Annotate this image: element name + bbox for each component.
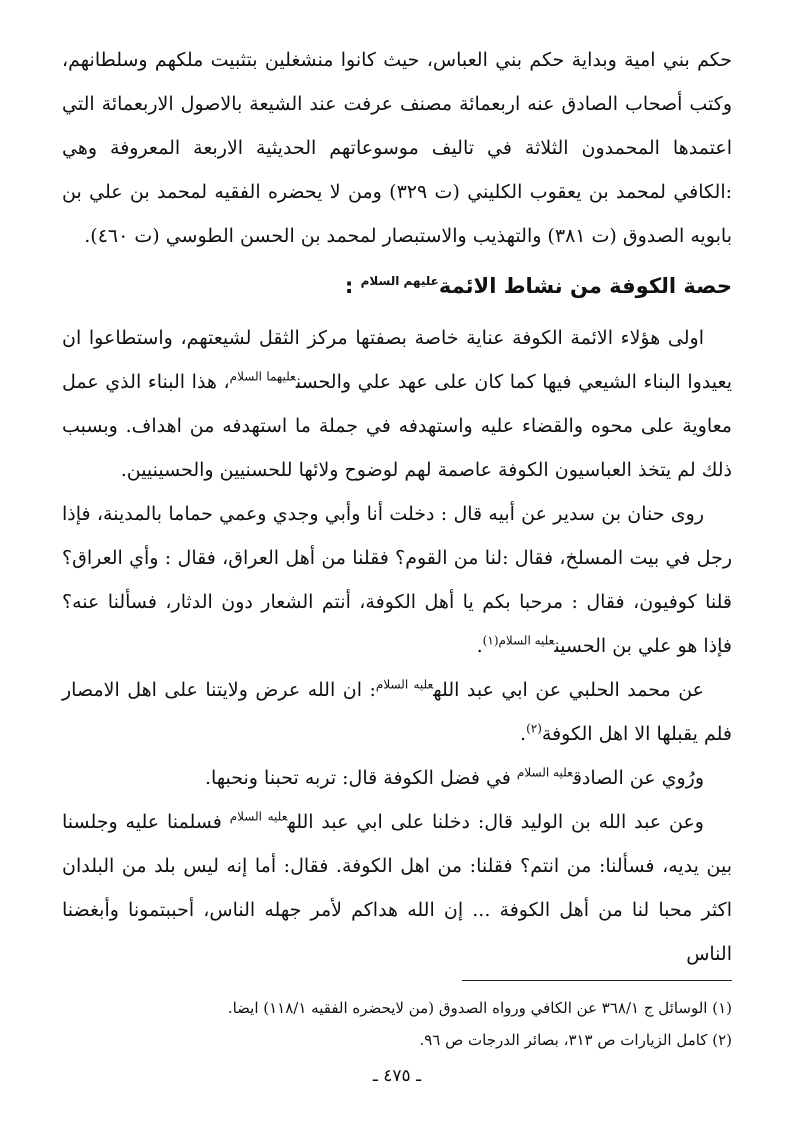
footnote-2: (٢) كامل الزيارات ص ٣١٣، بصائر الدرجات ص ٩٦. [419, 1031, 732, 1049]
page-number: ـ ٤٧٥ ـ [372, 1066, 422, 1086]
page-body [62, 38, 732, 1088]
honorific-glyph: عليه السلام [229, 809, 288, 824]
footnote-divider [462, 980, 732, 981]
paragraph-5-part-a: ورُوي عن الصادق [572, 767, 704, 789]
paragraph-4-part-b: : ان الله عرض ولايتنا على اهل الامصار فلم يقبلها الا اهل الكوفة [62, 679, 732, 745]
paragraph-2-part-a: اولى هؤلاء الائمة الكوفة عناية خاصة بصفتها مركز الثقل لشيعتهم، واستطاعوا ان يعيدوا البناء الشيعي فيها كما كان على عهد علي والحسن [62, 327, 732, 393]
paragraph-4-end: . [520, 723, 527, 745]
paragraph-6-part-b: فسلمنا عليه وجلسنا بين يديه، فسألنا: من انتم؟ فقلنا: من اهل الكوفة. فقال: أما إنه ليس بلد من البلدان اكثر محبا لنا من أهل الكوفة ... إن الله هداكم لأمر جهله الناس، أحببتمونا وأبغضنا الناس [62, 811, 732, 965]
honorific-glyph: عليه السلام [498, 633, 555, 648]
section-heading [62, 264, 732, 308]
honorific-glyph: عليه السلام [375, 677, 434, 692]
honorific-glyph: عليهم السلام [360, 274, 439, 288]
footnote-ref-1[interactable]: (١) [482, 633, 499, 648]
paragraph-2-part-b: ، هذا البناء الذي عمل معاوية على محوه والقضاء عليه واستهدفه في جملة ما استهدفه من اهداف. وبسبب ذلك لم يتخذ العباسيون الكوفة عاصمة لهم لوضوح ولائها للحسنيين والحسينيين. [62, 371, 732, 481]
paragraph-4 [62, 668, 732, 756]
honorific-glyph: عليهما السلام [229, 369, 296, 384]
heading-text: حصة الكوفة من نشاط الائمة [438, 274, 732, 298]
paragraph-3 [62, 492, 732, 668]
heading-colon: : [344, 274, 361, 298]
paragraph-6-part-a: وعن عبد الله بن الوليد قال: دخلنا على ابي عبد الله [287, 811, 704, 833]
honorific-glyph: عليه السلام [516, 765, 573, 780]
paragraph-2 [62, 316, 732, 492]
paragraph-1: حكم بني امية وبداية حكم بني العباس، حيث كانوا منشغلين بتثبيت ملكهم وسلطانهم، وكتب أصحاب الصادق عنه اربعمائة مصنف عرفت عند الشيعة بالاصول الاربعمائة التي اعتمدها المحمدون الثلاثة في تاليف موسوعاتهم الحديثية الاربعة المعروفة وهي :الكافي لمحمد بن يعقوب الكليني (ت ٣٢٩) ومن لا يحضره الفقيه لمحمد بن علي بن بابويه الصدوق (ت ٣٨١) والتهذيب والاستبصار لمحمد بن الحسن الطوسي (ت ٤٦٠). [62, 49, 732, 247]
paragraph-6 [62, 800, 732, 976]
footnotes [62, 992, 732, 1056]
paragraph-3-part-a: روى حنان بن سدير عن أبيه قال : دخلت أنا وأبي وجدي وعمي حماما بالمدينة، فإذا رجل في بيت المسلخ، فقال :لنا من القوم؟ فقلنا من أهل العراق، فقال : وأي العراق؟ قلنا كوفيون، فقال : مرحبا بكم يا أهل الكوفة، أنتم الشعار دون الدثار، فسألنا عنه؟ فإذا هو علي بن الحسين [62, 503, 732, 657]
footnote-ref-2[interactable]: (٢) [526, 721, 542, 736]
paragraph-5-part-b: في فضل الكوفة قال: تربه تحبنا ونحبها. [204, 767, 517, 789]
footnote-1: (١) الوسائل ج ٣٦٨/١ عن الكافي ورواه الصدوق (من لايحضره الفقيه ١١٨/١) ايضا. [227, 999, 732, 1017]
paragraph-5 [62, 756, 732, 800]
paragraph-4-part-a: عن محمد الحلبي عن ابي عبد الله [433, 679, 704, 701]
paragraph-3-end: . [476, 635, 483, 657]
